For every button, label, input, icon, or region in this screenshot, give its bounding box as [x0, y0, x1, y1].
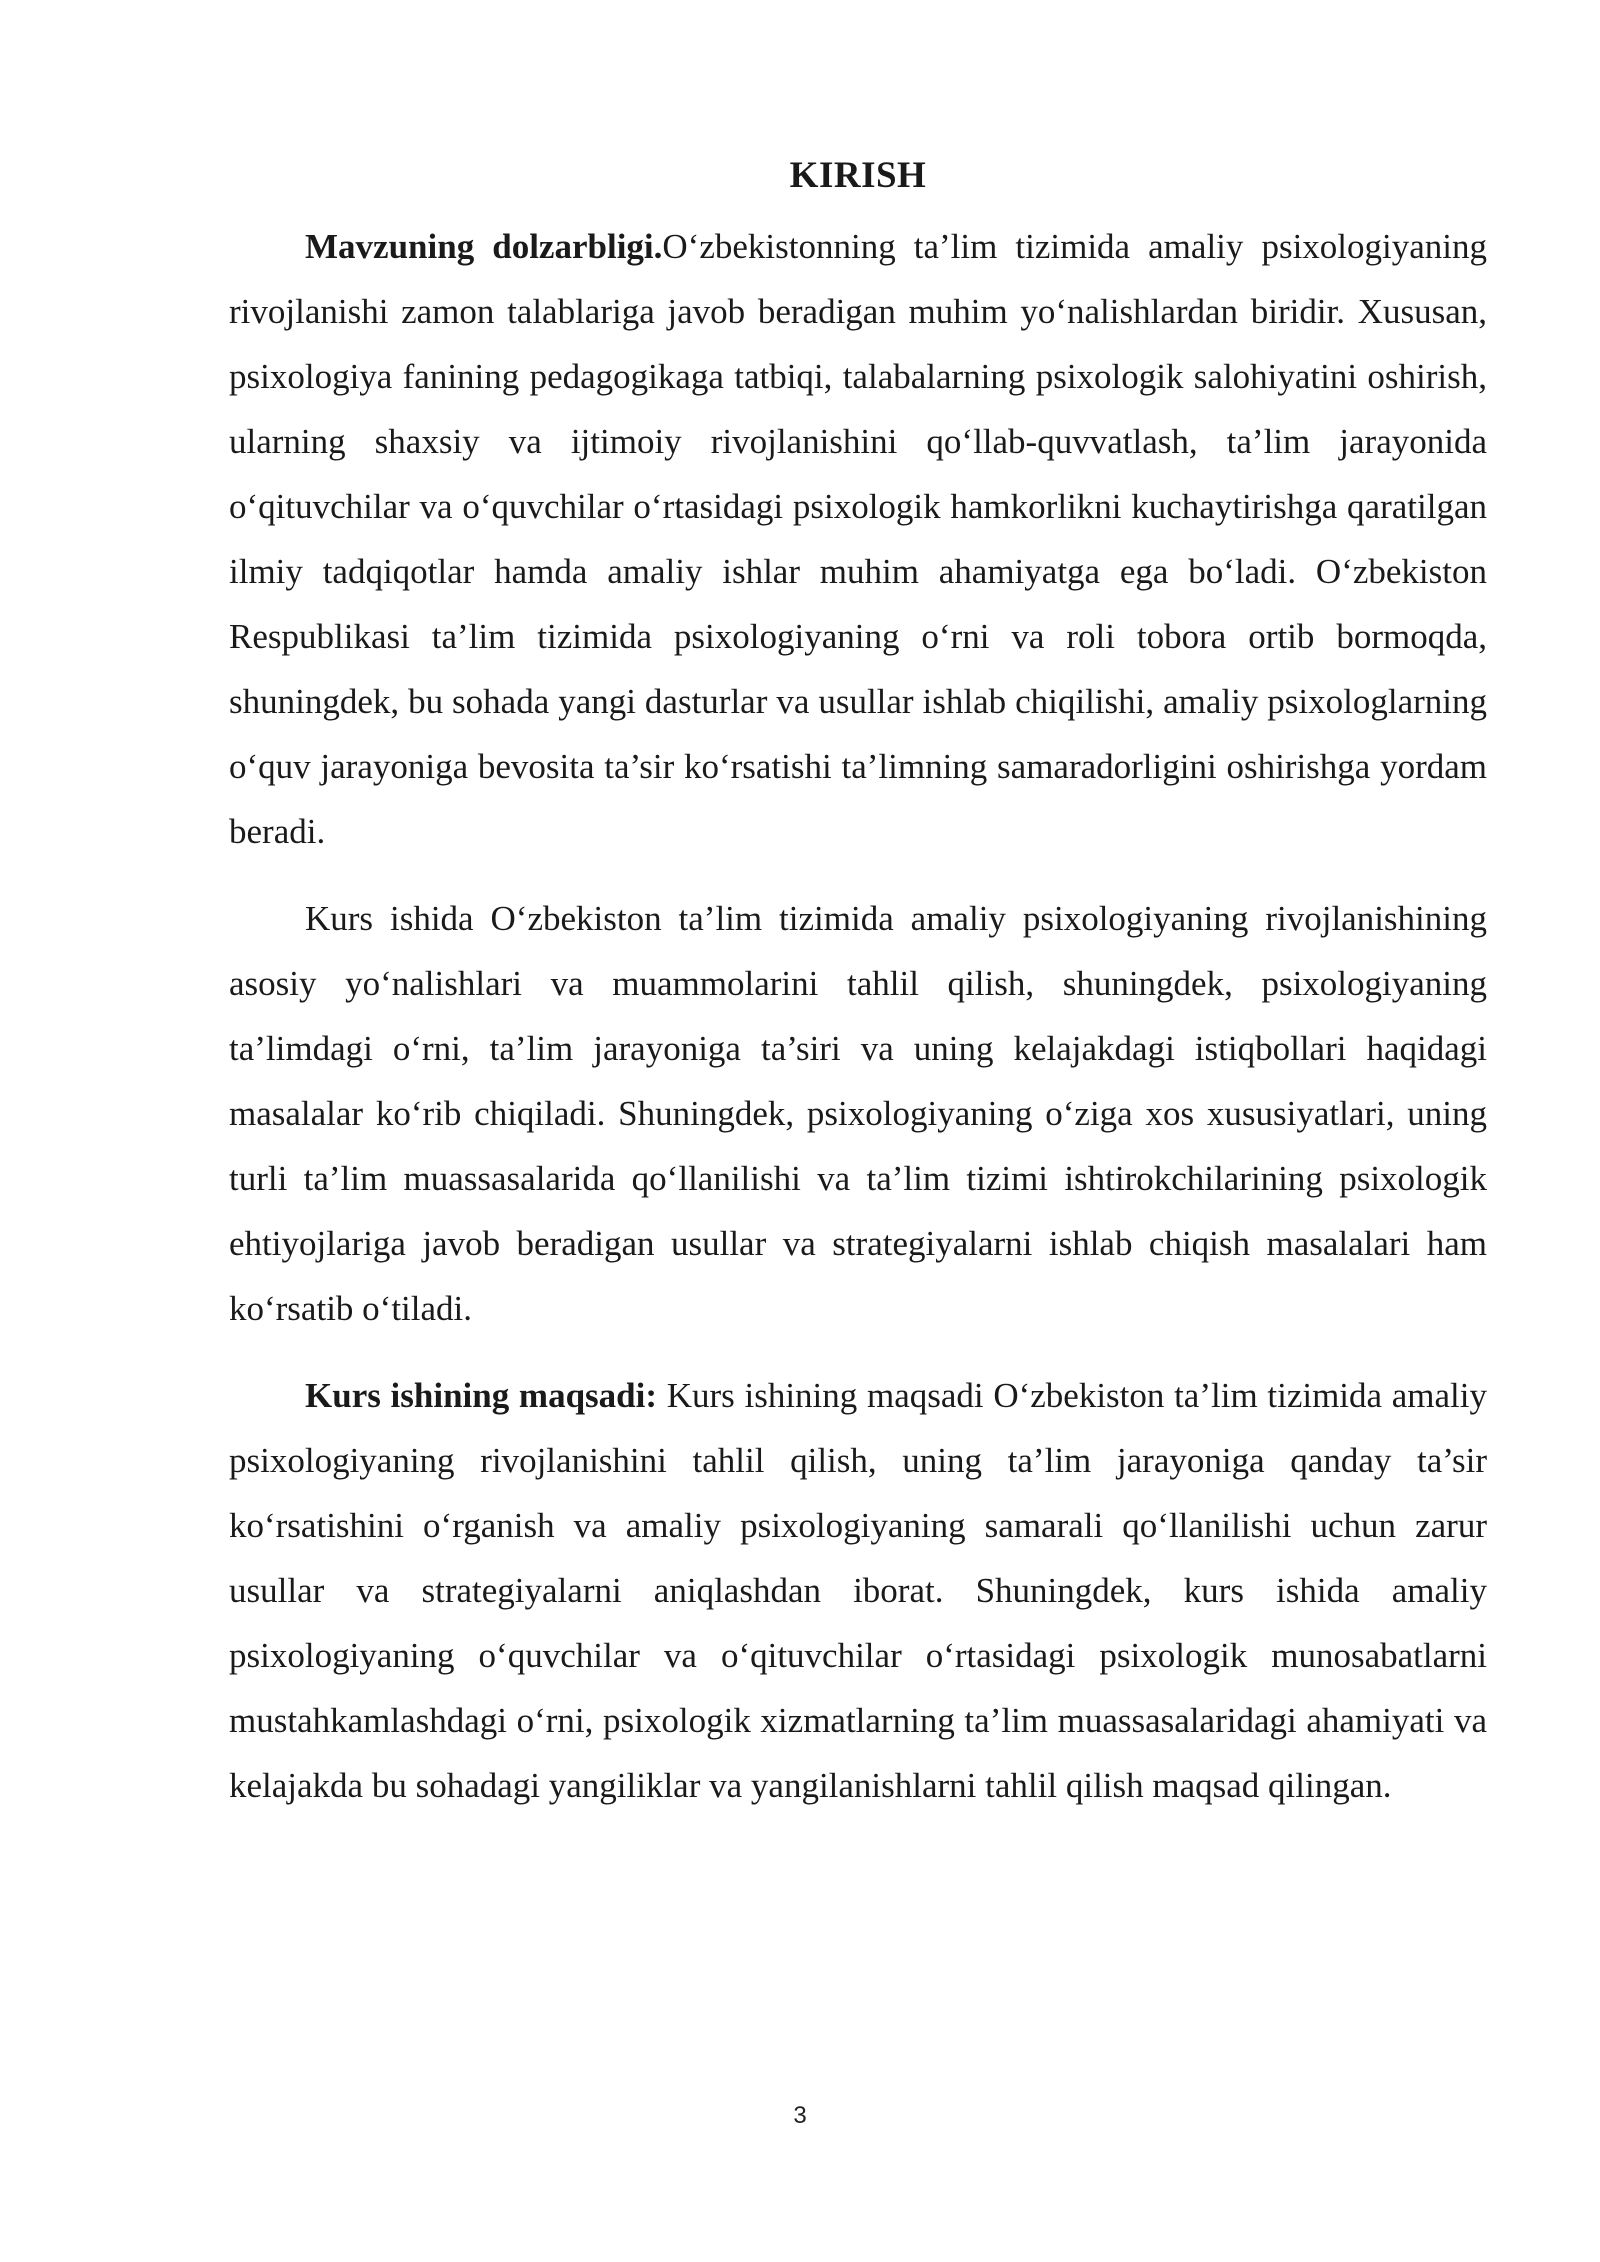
page-number: 3 [793, 2102, 807, 2129]
paragraph-text-goal: Kurs ishining maqsadi O‘zbekiston ta’lim tizimida amaliy psixologiyaning rivojlanishini tahlil qilish, uning ta’lim jarayoniga qanday ta’sir ko‘rsatishini o‘rganish va amaliy psixologiyaning samarali qo‘llanilishi uchun zarur usullar va strategiyalarni aniqlashdan iborat. Shuningdek, kurs ishida amaliy psixologiyaning o‘quvchilar va o‘qituvchilar o‘rtasidagi psixologik munosabatlarni mustahkamlashdagi o‘rni, psixologik xizmatlarning ta’lim muassasalaridagi ahamiyati va kelajakda bu sohadagi yangiliklar va yangilanishlarni tahlil qilish maqsad qilingan. [229, 1376, 1487, 1805]
paragraph-text-relevance: O‘zbekistonning ta’lim tizimida amaliy psixologiyaning rivojlanishi zamon talablariga javob beradigan muhim yo‘nalishlardan biridir. Xususan, psixologiya fanining pedagogikaga tatbiqi, talabalarning psixologik salohiyatini oshirish, ularning shaxsiy va ijtimoiy rivojlanishini qo‘llab-quvvatlash, ta’lim jarayonida o‘qituvchilar va o‘quvchilar o‘rtasidagi psixologik hamkorlikni kuchaytirishga qaratilgan ilmiy tadqiqotlar hamda amaliy ishlar muhim ahamiyatga ega bo‘ladi. O‘zbekiston Respublikasi ta’lim tizimida psixologiyaning o‘rni va roli tobora ortib bormoqda, shuningdek, bu sohada yangi dasturlar va usullar ishlab chiqilishi, amaliy psixologlarning o‘quv jarayoniga bevosita ta’sir ko‘rsatishi ta’limning samaradorligini oshirishga yordam beradi. [229, 227, 1487, 851]
paragraph-relevance [229, 214, 1487, 864]
paragraph-lead-goal: Kurs ishining maqsadi: [305, 1376, 658, 1415]
section-title: KIRISH [789, 155, 927, 196]
paragraph-lead-relevance: Mavzuning dolzarbligi. [305, 227, 663, 266]
paragraph-goal [229, 1363, 1487, 1818]
paragraph-text-scope: Kurs ishida O‘zbekiston ta’lim tizimida amaliy psixologiyaning rivojlanishining asosiy yo‘nalishlari va muammolarini tahlil qilish, shuningdek, psixologiyaning ta’limdagi o‘rni, ta’lim jarayoniga ta’siri va uning kelajakdagi istiqbollari haqidagi masalalar ko‘rib chiqiladi. Shuningdek, psixologiyaning o‘ziga xos xususiyatlari, uning turli ta’lim muassasalarida qo‘llanilishi va ta’lim tizimi ishtirokchilarining psixologik ehtiyojlariga javob beradigan usullar va strategiyalarni ishlab chiqish masalalari ham ko‘rsatib o‘tiladi. [229, 899, 1487, 1328]
paragraph-scope [229, 886, 1487, 1341]
page-content [229, 150, 1487, 1840]
